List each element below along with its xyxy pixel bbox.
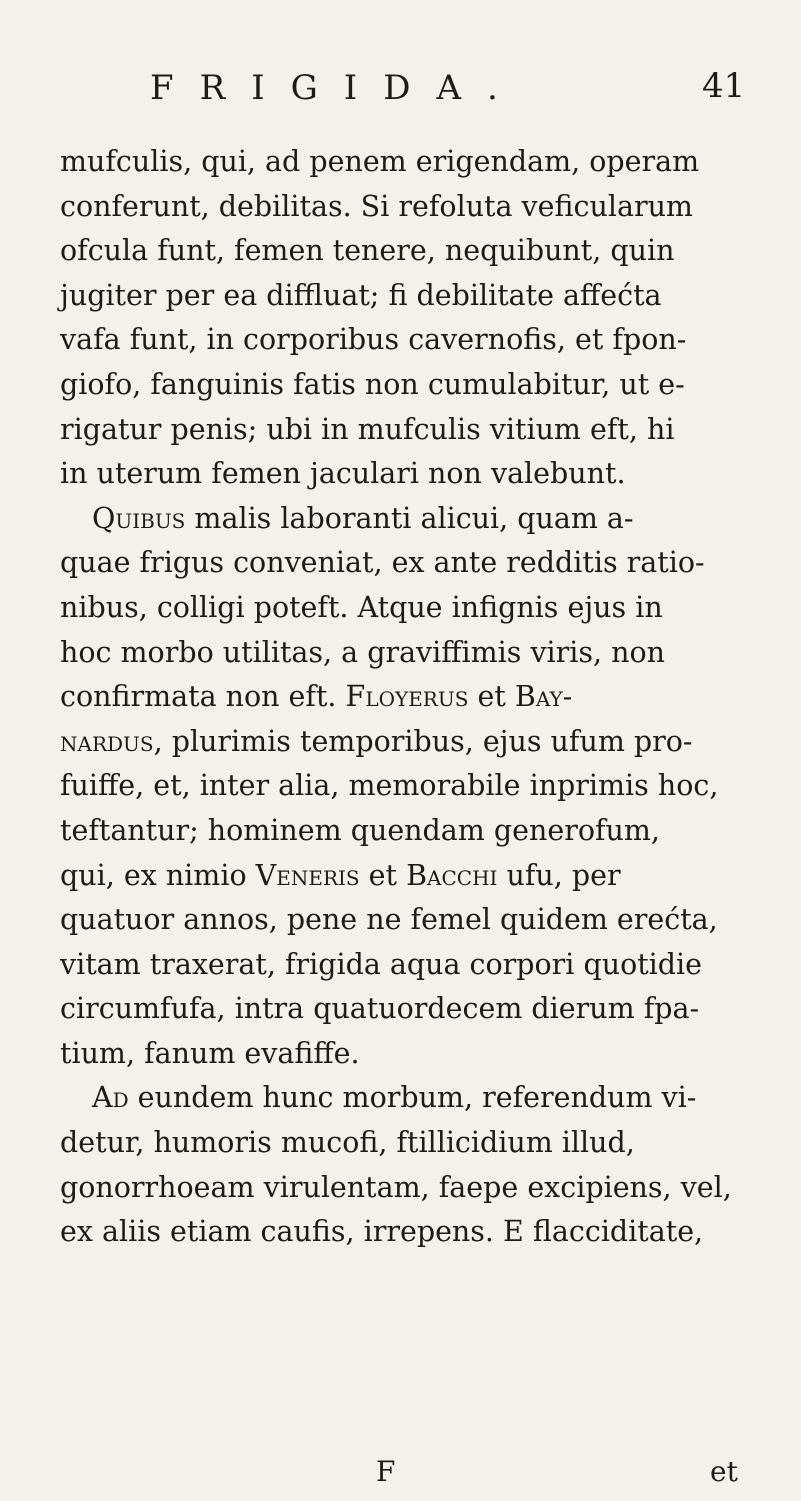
signature-mark: F [376, 1455, 396, 1488]
text-line: vitam traxerat, frigida aqua corpori quotidie [60, 947, 703, 981]
text-line: circumfufa, intra quatuordecem dierum fpa- [60, 992, 700, 1026]
body-text [60, 140, 750, 1255]
text-line: giofo, fanguinis fatis non cumulabitur, ut e- [60, 367, 685, 401]
catchword: et [710, 1455, 738, 1488]
small-caps-name: Bay- [514, 680, 573, 714]
text-line: detur, humoris mucofi, ftillicidium illud, [60, 1126, 635, 1160]
line-text: et [359, 858, 407, 892]
text-line [60, 675, 750, 720]
small-caps-word: Quibus [92, 501, 186, 535]
line-text: et [468, 680, 515, 714]
line-text: , plurimis temporibus, ejus ufum pro- [153, 724, 693, 758]
text-line: nibus, colligi poteft. Atque infignis ejus in [60, 590, 663, 624]
line-text: malis laboranti alicui, quam a- [185, 501, 634, 535]
text-line: gonorrhoeam virulentam, faepe excipiens, vel, [60, 1170, 732, 1204]
text-line-paragraph-start [60, 497, 750, 542]
small-caps-name: Floyerus [345, 680, 469, 714]
text-line: ex aliis etiam caufis, irrepens. E flacciditate, [60, 1215, 704, 1249]
text-line [60, 854, 750, 899]
small-caps-name: Bacchi [406, 858, 498, 892]
text-line: vafa funt, in corporibus cavernofis, et fpon- [60, 323, 687, 357]
text-line: in uterum femen jaculari non valebunt. [60, 457, 626, 491]
text-line-paragraph-start [60, 1076, 750, 1121]
text-line: conferunt, debilitas. Si refoluta veficularum [60, 189, 693, 223]
text-line: fuiffe, et, inter alia, memorabile inprimis hoc, [60, 769, 719, 803]
small-caps-name: Veneris [255, 858, 360, 892]
small-caps-name: nardus [60, 724, 154, 758]
text-line: jugiter per ea diffluat; fi debilitate affećta [60, 278, 662, 312]
line-text: ufu, per [497, 858, 621, 892]
text-line: quae frigus conveniat, ex ante redditis ratio- [60, 546, 705, 580]
text-line: mufculis, qui, ad penem erigendam, operam [60, 145, 700, 178]
text-line: quatuor annos, pene ne femel quidem erećta, [60, 903, 718, 937]
text-line: tium, fanum evafiffe. [60, 1036, 360, 1070]
text-line [60, 720, 750, 765]
text-line: teftantur; hominem quendam generofum, [60, 813, 660, 847]
line-text: eundem hunc morbum, referendum vi- [128, 1081, 697, 1115]
text-line: ofcula funt, femen tenere, nequibunt, quin [60, 234, 675, 268]
line-text: qui, ex nimio [60, 858, 256, 892]
line-text: confirmata non eft. [60, 680, 346, 714]
page-number: 41 [702, 66, 746, 106]
text-line: rigatur penis; ubi in mufculis vitium eft, hi [60, 412, 675, 446]
small-caps-word: Ad [92, 1081, 129, 1115]
running-title: FRIGIDA. [150, 68, 524, 108]
text-line: hoc morbo utilitas, a graviffimis viris, non [60, 635, 666, 669]
